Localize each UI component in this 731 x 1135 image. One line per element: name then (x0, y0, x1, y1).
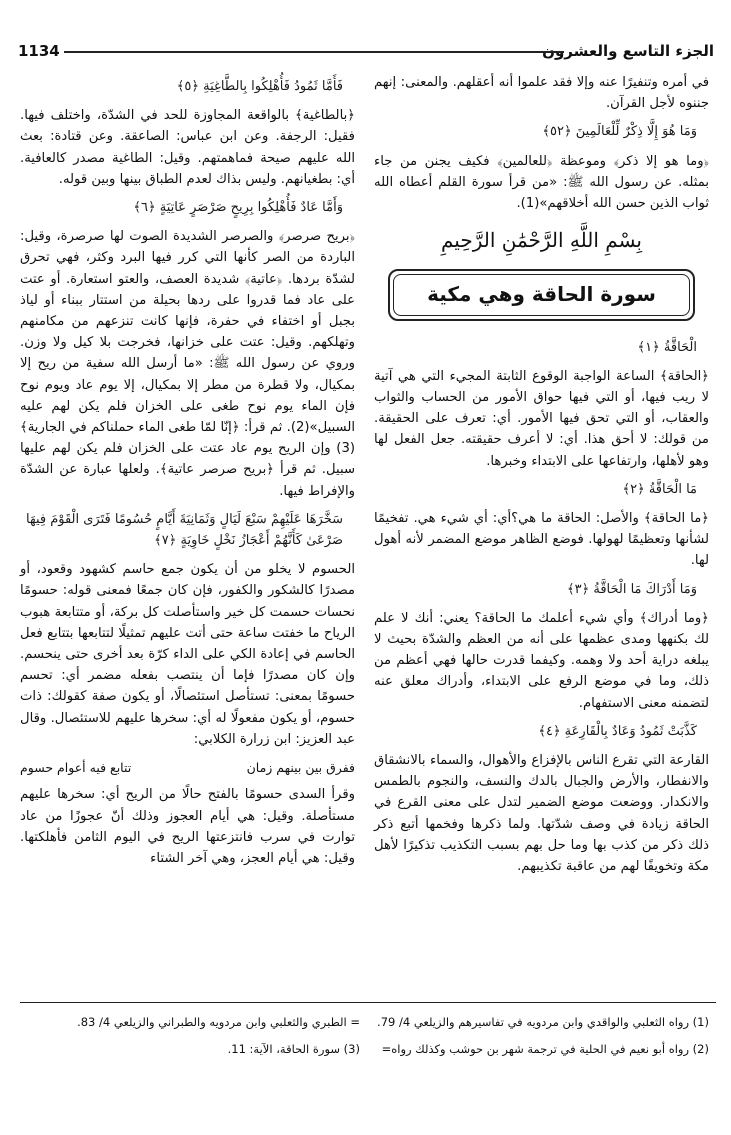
footnotes-right (369, 1012, 709, 1066)
paragraph: ﴿بريح صرصر﴾ والصرصر الشديدة الصوت لها صرصرة، وقيل: الباردة من الصر كأنها التي كرر فيها البرد وكثر، فهي تحرق لشدّة بردها. ﴿عاتية﴾ شديدة العصف، والعتو استعارة. أو عتت على عاد فما قدروا على ردها بحيلة من استتار ببناء أو لياذ بجبل أو اختفاء في حفرة، فإنها كانت تنزعهم من مكامنهم وتهلكهم. وقيل: عتت على خزانها، فخرجت بلا كيل ولا وزن. وروي عن رسول الله ﷺ: «ما أرسل الله سفية من ريح إلا بمكيال، ولا قطرة من مطر إلا بمكيال، إلا يوم عاد ويوم نوح فإن الماء يوم نوح طغى على الخزان فلم يكن لهم عليه السبيل»(2). ثم قرأ: ﴿إنّا لمّا طغى الماء حملناكم في الجارية﴾(3) وإن الريح يوم عاد عتت على الخزان فلم يكن لهم عليها سبيل. ثم قرأ ﴿بريح صرصر عاتية﴾. ولعلها عبارة عن الشدّة والإفراط فيها. (20, 229, 355, 499)
right-column (374, 72, 709, 884)
paragraph: وقرأ السدى حسومًا بالفتح حالًا من الريح أي: سخرها عليهم مستأصلة. وقيل: هي أيام العجوز وذلك أنّ عجوزًا من عاد توارت في سرب فانتزعتها الريح في اليوم الثامن فأهلكتها. وقيل: هي أيام العجز، وهي آخر الشتاء (20, 787, 355, 866)
poem-hemistich-first: ففرق بين بينهم زمان (246, 760, 355, 776)
footnote: (1) رواه الثعلبي والواقدي وابن مردويه في تفاسيرهم والزيلعي 4/ 79. (377, 1015, 709, 1029)
paragraph: ﴿وما هو إلا ذكر﴾ وموعظة ﴿للعالمين﴾ فكيف يجنن من جاء بمثله. عن رسول الله ﷺ: «من قرأ سورة القلم أعطاه الله ثواب الذين حسن الله أخلاقهم»(1). (374, 153, 709, 212)
left-column (20, 72, 355, 876)
footnote: (2) رواه أبو نعيم في الحلية في ترجمة شهر بن حوشب وكذلك رواه= (381, 1042, 709, 1056)
quran-verse: وَأَمَّا عَادٌ فَأُهْلِكُوا بِرِيحٍ صَرْصَرٍ عَاتِيَةٍ ﴿٦﴾ (133, 200, 343, 216)
paragraph: ﴿ما الحاقة﴾ والأصل: الحاقة ما هي؟أي: أي شيء هي. تفخيمًا لشأنها وتعظيمًا لهولها. فوضع الظاهر موضع المضمر لأنه أهول لها. (374, 511, 709, 569)
running-title: الجزء التاسع والعشرون (542, 42, 714, 60)
poem-hemistich-second: تتابع فيه أعوام حسوم (20, 760, 132, 776)
paragraph: في أمره وتنفيرًا عنه وإلا فقد علموا أنه أعقلهم. والمعنى: إنهم جننوه لأجل القرآن. (374, 75, 709, 112)
footnote: (3) سورة الحاقة، الآية: 11. (227, 1042, 360, 1056)
quran-verse: فَأَمَّا ثَمُودُ فَأُهْلِكُوا بِالطَّاغِيَةِ ﴿٥﴾ (176, 79, 343, 94)
quran-verse: مَا الْحَاقَّةُ ﴿٢﴾ (622, 481, 697, 497)
surah-title: سورة الحاقة وهي مكية (393, 274, 690, 315)
page-header (18, 40, 714, 66)
paragraph: ﴿الحاقة﴾ الساعة الواجبة الوقوع الثابتة المجيء التي هي آتية لا ريب فيها، أو التي فيها حواق الأمور من الحساب والثواب والعقاب، أو التي تحق فيها الأمور. أي: تعرف على الحقيقة. من قولك: لا أحق هذا. أي: لا أعرف حقيقته. جعل الفعل لها وهو لأهلها، وارتفاعها على الابتداء وخبرها. (374, 368, 709, 469)
quran-verse: وَمَا أَدْرَاكَ مَا الْحَاقَّةُ ﴿٣﴾ (567, 581, 697, 597)
quran-verse: الْحَاقَّةُ ﴿١﴾ (637, 339, 697, 355)
paragraph: ﴿بالطاغية﴾ بالواقعة المجاوزة للحد في الشدّة، واختلف فيها. فقيل: الرجفة. وعن ابن عباس: الصاعقة. وعن قتادة: بعث الله عليهم صيحة فماهمتهم. وقيل: الطاغية مصدر كالعافية. أي: بطغيانهم. وليس بذاك لعدم الطباق بينها وبين قوله. (20, 108, 355, 187)
header-rule (64, 51, 564, 53)
paragraph: القارعة التي تقرع الناس بالإفزاع والأهوال، والسماء بالانشقاق والانفطار، والأرض والجبال بالدك والنسف، والنجوم بالطمس والانكدار. ووضعت موضع الضمير لتدل على معنى القرع في الحاقة زيادة في وصف شدّتها. ولما ذكرها وفخمها أتبع ذكر ذلك ذكر من كذب بها وما حل بهم بسبب التكذيب تذكيرًا لأهل مكة وتخويفًا لهم من عاقبة تكذيبهم. (374, 753, 709, 875)
basmala: بِسْمِ اللَّهِ الرَّحْمَٰنِ الرَّحِيمِ (440, 228, 642, 253)
paragraph: الحسوم لا يخلو من أن يكون جمع حاسم كشهود وقعود، أو مصدرًا كالشكور والكفور، فإن كان جمعًا فمعنى قوله: حسومًا نحسات حسمت كل خير واستأصلت كل بركة، أو متتابعة هبوب الرياح ما خفتت ساعة حتى أتت عليهم تمثيلًا لتتابعها بتتابع فعل الحاسم في إعادة الكي على الداء كرّة بعد أخرى حتى ينحسم. وإن كان مصدرًا فإما أن ينتصب بفعله مضمر أي: تحسم حسومًا بمعنى: تستأصل استئصالًا، أو يكون صفة كقولك: ذات حسوم، أو يكون مفعولًا له أي: سخرها عليهم للاستئصال. وقال عبد العزيز: ابن زرارة الكلابي: (20, 562, 355, 747)
surah-title-box (388, 269, 695, 320)
poem-verse (20, 757, 355, 778)
quran-verse: وَمَا هُوَ إِلَّا ذِكْرٌ لِّلْعَالَمِينَ ﴿٥٢﴾ (542, 124, 697, 140)
page-number: 1134 (18, 42, 60, 60)
footnote: = الطبري والثعلبي وابن مردويه والطبراني والزيلعي 4/ 83. (77, 1015, 360, 1029)
footnotes-left (20, 1012, 360, 1066)
quran-verse: كَذَّبَتْ ثَمُودُ وَعَادٌ بِالْقَارِعَةِ ﴿٤﴾ (538, 723, 697, 739)
paragraph: ﴿وما أدراك﴾ وأي شيء أعلمك ما الحاقة؟ يعني: أنك لا علم لك بكنهها ومدى عظمها على أنه من العظم والشدّة بحيث لا يبلغه دراية أحد ولا وهمه. وكيفما قدرت حالها فهي أعظم من ذلك، وما في موضع الرفع على الابتداء، وأدراك معلق عنه لتضمنه معنى الاستفهام. (374, 610, 709, 711)
footnote-divider (20, 1002, 716, 1003)
quran-verse: سَخَّرَهَا عَلَيْهِمْ سَبْعَ لَيَالٍ وَثَمَانِيَةَ أَيَّامٍ حُسُومًا فَتَرَى الْقَوْمَ فِيهَا صَرْعَىٰ كَأَنَّهُمْ أَعْجَازُ نَخْلٍ خَاوِيَةٍ ﴿٧﴾ (25, 511, 343, 549)
